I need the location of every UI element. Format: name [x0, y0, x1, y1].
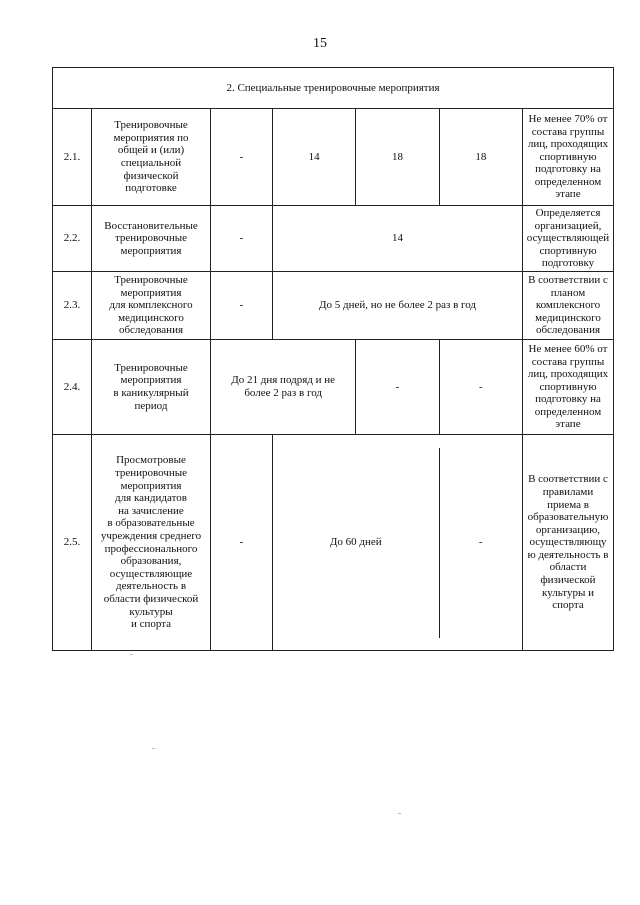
training-events-table [52, 67, 614, 651]
cell-value: - [211, 206, 273, 272]
event-name: Тренировочные мероприятия в каникулярный период [92, 340, 211, 435]
cell-value: - [478, 536, 483, 549]
row-number: 2.3. [53, 272, 92, 340]
cell-value-merged: До 5 дней, но не более 2 раз в год [273, 272, 523, 340]
table-row [53, 340, 614, 435]
cell-value: 18 [356, 109, 439, 206]
cell-value: 18 [439, 109, 522, 206]
cell-note: Не менее 70% от состава группы лиц, проходящих спортивную подготовку на определенном этапе [523, 109, 614, 206]
cell-value: - [211, 109, 273, 206]
cell-value: - [439, 340, 522, 435]
event-name: Просмотровые тренировочные мероприятия для кандидатов на зачисление в образовательные учреждения среднего профессионального образования, осуществляющие деятельность в области физической культуры и спорта [92, 435, 211, 651]
cell-value-merged: 14 [273, 206, 523, 272]
row-number: 2.5. [53, 435, 92, 651]
scan-speck [130, 654, 133, 655]
table-row [53, 435, 614, 651]
scan-speck [152, 748, 155, 749]
cell-value-merged [273, 435, 523, 651]
cell-note: Не менее 60% от состава группы лиц, проходящих спортивную подготовку на определенном этапе [523, 340, 614, 435]
row-number: 2.4. [53, 340, 92, 435]
cell-value: - [356, 340, 439, 435]
event-name: Тренировочные мероприятия по общей и (или) специальной физической подготовке [92, 109, 211, 206]
table-row [53, 206, 614, 272]
cell-note: В соответствии с правилами приема в образовательную организацию, осуществляющу ю деятельность в области физической культуры и спорта [523, 435, 614, 651]
section-header-row [53, 68, 614, 109]
cell-note: В соответствии с планом комплексного медицинского обследования [523, 272, 614, 340]
section-title: 2. Специальные тренировочные мероприятия [53, 68, 614, 109]
event-name: Тренировочные мероприятия для комплексного медицинского обследования [92, 272, 211, 340]
cell-value: - [211, 272, 273, 340]
cell-note: Определяется организацией, осуществляющей спортивную подготовку [523, 206, 614, 272]
cell-value: 14 [273, 109, 356, 206]
row-number: 2.2. [53, 206, 92, 272]
cell-value: - [211, 435, 273, 651]
cell-value-merged: До 21 дня подряд и не более 2 раз в год [211, 340, 356, 435]
merged-subtable [273, 448, 522, 638]
table-row [53, 109, 614, 206]
cell-value: До 60 дней [273, 448, 439, 638]
event-name: Восстановительные тренировочные мероприятия [92, 206, 211, 272]
table-row [53, 272, 614, 340]
row-number: 2.1. [53, 109, 92, 206]
page-number: 15 [313, 36, 327, 51]
scan-speck [398, 813, 401, 814]
